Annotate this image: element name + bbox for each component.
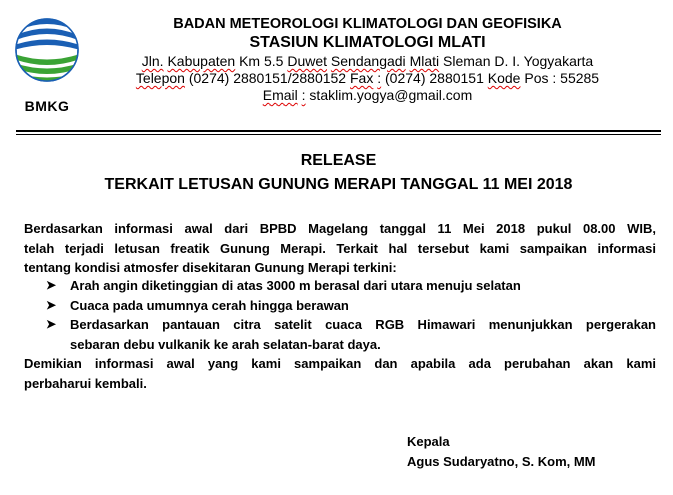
bullet-text: sebaran debu vulkanik ke arah selatan-barat daya. (70, 336, 381, 352)
address-part: Kabupaten (167, 53, 236, 69)
address-part: Sleman D. I. Yogyakarta (439, 53, 594, 69)
info-bullet-list (24, 276, 656, 354)
closing-line: Demikian informasi awal yang kami sampaikan dan apabila ada perubahan akan kami (24, 356, 656, 371)
address-part: Km 5.5 (235, 53, 288, 69)
closing-paragraph (24, 354, 656, 393)
email-address: staklim.yogya@gmail.com (305, 87, 473, 103)
phone-part: : (377, 70, 382, 86)
list-item (24, 315, 656, 354)
header-divider-thin (16, 134, 661, 135)
phone-part: Telepon (135, 70, 185, 86)
arrowhead-bullet-icon: ➤ (46, 317, 57, 331)
signatory-role: Kepala (407, 434, 450, 449)
address-part: Mlati (409, 53, 440, 69)
intro-line: tentang kondisi atmosfer disekitaran Gunung Merapi terkini: (24, 260, 397, 275)
address-part: Jln. (141, 53, 164, 69)
email-line (110, 87, 625, 104)
station-name: STASIUN KLIMATOLOGI MLATI (249, 34, 486, 51)
agency-name: BADAN METEOROLOGI KLIMATOLOGI DAN GEOFISIKA (173, 16, 562, 32)
intro-line: telah terjadi letusan freatik Gunung Merapi. Terkait hal tersebut kami sampaikan informasi (24, 240, 656, 256)
letterhead (110, 16, 625, 104)
bmkg-logo (14, 10, 84, 120)
release-subtitle: TERKAIT LETUSAN GUNUNG MERAPI TANGGAL 11 MEI 2018 (104, 176, 573, 193)
list-item (24, 276, 656, 296)
bullet-text: Berdasarkan pantauan citra satelit cuaca RGB Himawari menunjukkan pergerakan (70, 317, 656, 332)
address-part: Sendangadi (330, 53, 406, 69)
list-item (24, 296, 656, 316)
signatory-name: Agus Sudaryatno, S. Kom, MM (407, 454, 596, 469)
intro-paragraph (24, 219, 656, 278)
closing-line: perbaharui kembali. (24, 375, 147, 391)
signature-block (407, 432, 596, 472)
phone-part: Pos : 55285 (520, 70, 600, 86)
intro-line: Berdasarkan informasi awal dari BPBD Magelang tanggal 11 Mei 2018 pukul 08.00 WIB, (24, 221, 656, 236)
email-part: : (301, 87, 306, 103)
logo-text: BMKG (24, 98, 70, 114)
address-part: Duwet (287, 53, 328, 69)
phone-part: Kode (487, 70, 521, 86)
bullet-text: Arah angin diketinggian di atas 3000 m berasal dari utara menuju selatan (70, 278, 521, 293)
bmkg-globe-icon (14, 10, 80, 90)
header-divider-thick (16, 130, 661, 132)
release-title: RELEASE (300, 152, 377, 169)
phone-part: (0274) 2880151/2880152 (184, 70, 350, 86)
email-part: Email (262, 87, 298, 103)
phone-part: Fax (350, 70, 374, 86)
phone-part: (0274) 2880151 (381, 70, 488, 86)
address-line (110, 53, 625, 70)
bullet-text: Cuaca pada umumnya cerah hingga berawan (70, 297, 349, 313)
phone-line (110, 70, 625, 87)
arrowhead-bullet-icon: ➤ (46, 278, 57, 292)
arrowhead-bullet-icon: ➤ (46, 297, 57, 312)
